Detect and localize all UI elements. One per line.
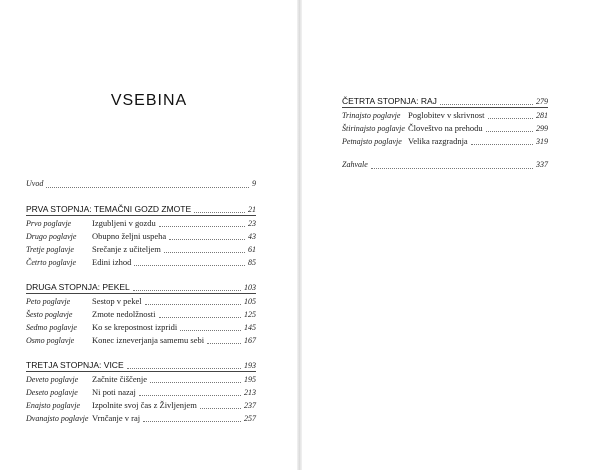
page-number: 125	[244, 310, 256, 319]
toc-chapter-row[interactable]	[26, 309, 256, 321]
chapter-title: Izgubljeni v gozdu	[92, 218, 156, 228]
toc-chapter-row[interactable]	[26, 335, 256, 347]
toc-chapter-row[interactable]	[26, 413, 256, 425]
chapter-title: Ko se krepostnost izpridi	[92, 322, 178, 332]
page-number: 61	[248, 245, 256, 254]
leader-dots	[486, 131, 533, 132]
part-divider	[26, 371, 256, 372]
page-title: VSEBINA	[110, 92, 188, 109]
page-number: 23	[248, 219, 256, 228]
leader-dots	[440, 104, 533, 105]
toc-chapter-row[interactable]	[26, 400, 256, 412]
page-number: 21	[248, 205, 256, 214]
leader-dots	[207, 343, 241, 344]
leader-dots	[488, 118, 533, 119]
part-divider	[26, 293, 256, 294]
chapter-label: Četrto poglavje	[26, 258, 76, 267]
chapter-title: Izpolnite svoj čas z Življenjem	[92, 400, 197, 410]
page-number: 257	[244, 414, 256, 423]
leader-dots	[164, 252, 245, 253]
leader-dots	[46, 187, 249, 188]
part-divider	[342, 107, 548, 108]
chapter-title: Zmote nedolžnosti	[92, 309, 156, 319]
leader-dots	[471, 144, 533, 145]
chapter-label: Deseto poglavje	[26, 388, 78, 397]
chapter-title: Obupno željni uspeha	[92, 231, 167, 241]
toc-chapter-row[interactable]	[26, 387, 256, 399]
chapter-title: Ni poti nazaj	[92, 387, 136, 397]
intro-label: Uvod	[26, 179, 44, 188]
toc-chapter-row[interactable]	[26, 231, 256, 243]
leader-dots	[150, 382, 241, 383]
page-number: 145	[244, 323, 256, 332]
page-number: 337	[536, 160, 548, 169]
chapter-label: Šesto poglavje	[26, 310, 73, 319]
leader-dots	[127, 368, 241, 369]
toc-chapter-row[interactable]	[26, 244, 256, 256]
right-page	[302, 0, 600, 470]
page-number: 103	[244, 283, 256, 292]
chapter-label: Peto poglavje	[26, 297, 71, 306]
toc-chapter-row[interactable]	[26, 322, 256, 334]
chapter-title: Človeštvo na prehodu	[408, 123, 483, 133]
toc-chapter-row[interactable]	[342, 110, 548, 122]
chapter-title: Poglobitev v skrivnost	[408, 110, 485, 120]
part-title: PRVA STOPNJA: TEMAČNI GOZD ZMOTE	[26, 204, 192, 214]
chapter-title: Začnite čiščenje	[92, 374, 147, 384]
toc-chapter-row[interactable]	[26, 257, 256, 269]
chapter-label: Prvo poglavje	[26, 219, 72, 228]
chapter-title: Edini izhod	[92, 257, 132, 267]
page-number: 195	[244, 375, 256, 384]
leader-dots	[134, 265, 245, 266]
toc-intro-row[interactable]	[26, 179, 256, 191]
page-number: 319	[536, 137, 548, 146]
chapter-title: Sestop v pekel	[92, 296, 142, 306]
leader-dots	[194, 212, 245, 213]
toc-chapter-row[interactable]	[342, 123, 548, 135]
leader-dots	[139, 395, 241, 396]
leader-dots	[145, 304, 241, 305]
chapter-label: Dvanajsto poglavje	[26, 414, 89, 423]
chapter-label: Sedmo poglavje	[26, 323, 77, 332]
chapter-label: Drugo poglavje	[26, 232, 77, 241]
page-number: 279	[536, 97, 548, 106]
leader-dots	[169, 239, 245, 240]
chapter-label: Deveto poglavje	[26, 375, 79, 384]
page-number: 299	[536, 124, 548, 133]
toc-outro-row[interactable]	[342, 160, 548, 172]
part-title: DRUGA STOPNJA: PEKEL	[26, 282, 130, 292]
chapter-label: Tretje poglavje	[26, 245, 74, 254]
chapter-title: Srečanje z učiteljem	[92, 244, 161, 254]
page-number: 281	[536, 111, 548, 120]
part-title: ČETRTA STOPNJA: RAJ	[342, 96, 437, 106]
page-number: 193	[244, 361, 256, 370]
part-title: TRETJA STOPNJA: VICE	[26, 360, 124, 370]
page-number: 85	[248, 258, 256, 267]
leader-dots	[159, 317, 241, 318]
outro-label: Zahvale	[342, 160, 368, 169]
toc-chapter-row[interactable]	[342, 136, 548, 148]
page-number: 9	[252, 179, 256, 188]
toc-chapter-row[interactable]	[26, 296, 256, 308]
page-number: 237	[244, 401, 256, 410]
left-page	[0, 0, 298, 470]
toc-chapter-row[interactable]	[26, 218, 256, 230]
chapter-title: Konec izneverjanja samemu sebi	[92, 335, 205, 345]
leader-dots	[143, 421, 241, 422]
leader-dots	[133, 290, 241, 291]
page-number: 43	[248, 232, 256, 241]
chapter-label: Osmo poglavje	[26, 336, 75, 345]
part-divider	[26, 215, 256, 216]
chapter-label: Enajsto poglavje	[26, 401, 80, 410]
leader-dots	[200, 408, 241, 409]
page-number: 167	[244, 336, 256, 345]
chapter-title: Vrnčanje v raj	[92, 413, 141, 423]
chapter-label: Petnajsto poglavje	[342, 137, 402, 146]
chapter-label: Štirinajsto poglavje	[342, 124, 405, 133]
leader-dots	[180, 330, 241, 331]
toc-chapter-row[interactable]	[26, 374, 256, 386]
leader-dots	[159, 226, 245, 227]
chapter-title: Velika razgradnja	[408, 136, 468, 146]
chapter-label: Trinajsto poglavje	[342, 111, 401, 120]
leader-dots	[371, 168, 533, 169]
page-number: 213	[244, 388, 256, 397]
page-number: 105	[244, 297, 256, 306]
